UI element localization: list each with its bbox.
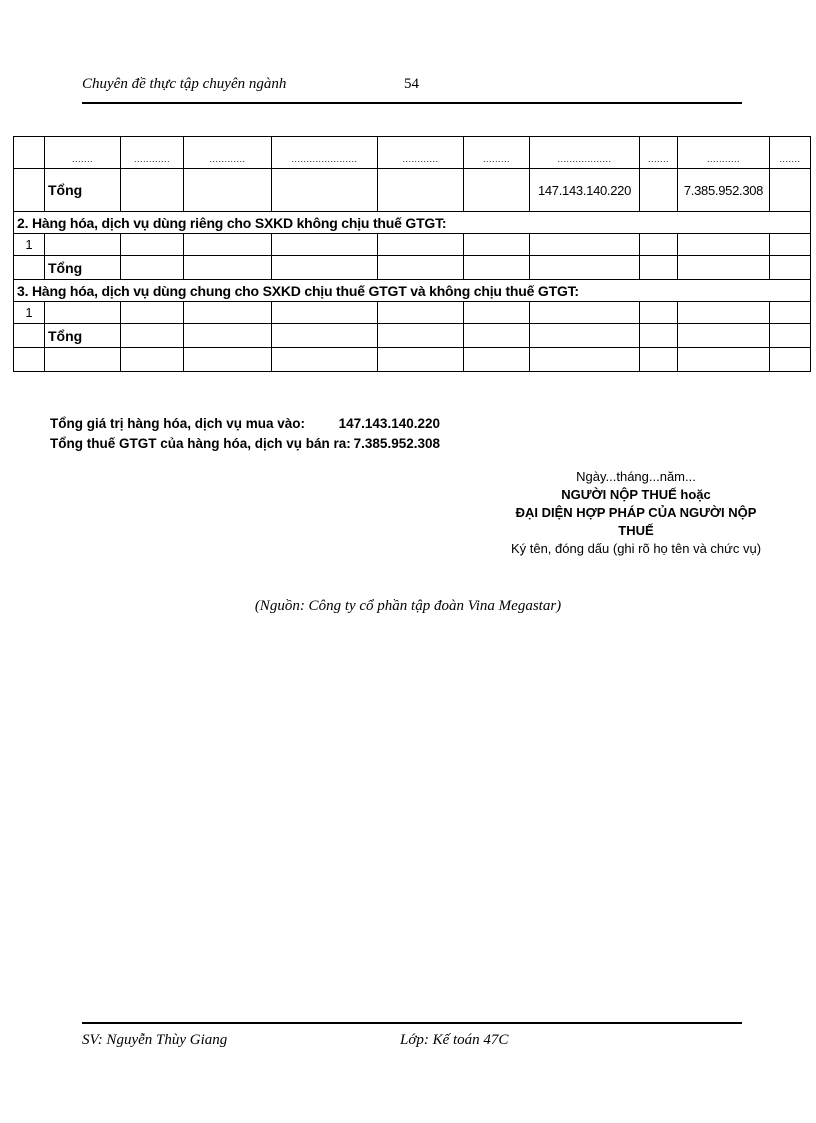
page-number: 54 — [404, 76, 419, 92]
signature-note: Ký tên, đóng dấu (ghi rõ họ tên và chức vụ) — [510, 541, 762, 556]
table-cell: ............ — [378, 137, 464, 169]
table-cell: ....... — [770, 137, 811, 169]
page-header — [82, 74, 742, 104]
table-cell: ....... — [45, 137, 121, 169]
table-cell: ............ — [184, 137, 272, 169]
signer-title-2: ĐẠI DIỆN HỢP PHÁP CỦA NGƯỜI NỘP THUẾ — [515, 505, 757, 538]
total-tax-value: 7.385.952.308 — [678, 169, 770, 212]
table-cell — [14, 137, 45, 169]
table-row — [14, 137, 811, 169]
page-footer — [82, 1022, 742, 1048]
row-index: 1 — [14, 234, 45, 256]
table-cell: ....... — [640, 137, 678, 169]
table-cell: .................. — [530, 137, 640, 169]
signature-block — [500, 468, 772, 558]
tax-table — [13, 136, 811, 372]
total-purchase-value: 147.143.140.220 — [530, 169, 640, 212]
table-row-total — [14, 169, 811, 212]
signer-title-1: NGƯỜI NỘP THUẾ hoặc — [561, 487, 711, 502]
summary-block — [50, 416, 440, 456]
total-label: Tổng — [45, 169, 121, 212]
section-header-row — [14, 212, 811, 234]
tax-total-value: 7.385.952.308 — [353, 436, 440, 451]
table-row-total — [14, 256, 811, 280]
student-name: SV: Nguyễn Thùy Giang — [82, 1032, 228, 1048]
table-cell: ......... — [464, 137, 530, 169]
row-index: 1 — [14, 302, 45, 324]
table-row-total — [14, 324, 811, 348]
section-header-row — [14, 280, 811, 302]
source-note: (Nguồn: Công ty cổ phần tập đoàn Vina Megastar) — [254, 598, 562, 614]
total-label: Tổng — [45, 324, 121, 348]
section3-title: 3. Hàng hóa, dịch vụ dùng chung cho SXKD chịu thuế GTGT và không chịu thuế GTGT: — [14, 280, 811, 302]
purchase-total-label: Tổng giá trị hàng hóa, dịch vụ mua vào: — [50, 416, 306, 431]
class-name: Lớp: Kế toán 47C — [400, 1032, 509, 1048]
tax-total-label: Tổng thuế GTGT của hàng hóa, dịch vụ bán ra: — [50, 436, 351, 451]
table-cell: ........... — [678, 137, 770, 169]
purchase-total-value: 147.143.140.220 — [338, 416, 440, 431]
report-title: Chuyên đề thực tập chuyên ngành — [82, 76, 287, 92]
table-row — [14, 348, 811, 372]
table-row — [14, 234, 811, 256]
table-row — [14, 302, 811, 324]
table-cell: ...................... — [272, 137, 378, 169]
section2-title: 2. Hàng hóa, dịch vụ dùng riêng cho SXKD không chịu thuế GTGT: — [14, 212, 811, 234]
total-label: Tổng — [45, 256, 121, 280]
table-cell: ............ — [121, 137, 184, 169]
date-line: Ngày...tháng...năm... — [576, 469, 696, 484]
